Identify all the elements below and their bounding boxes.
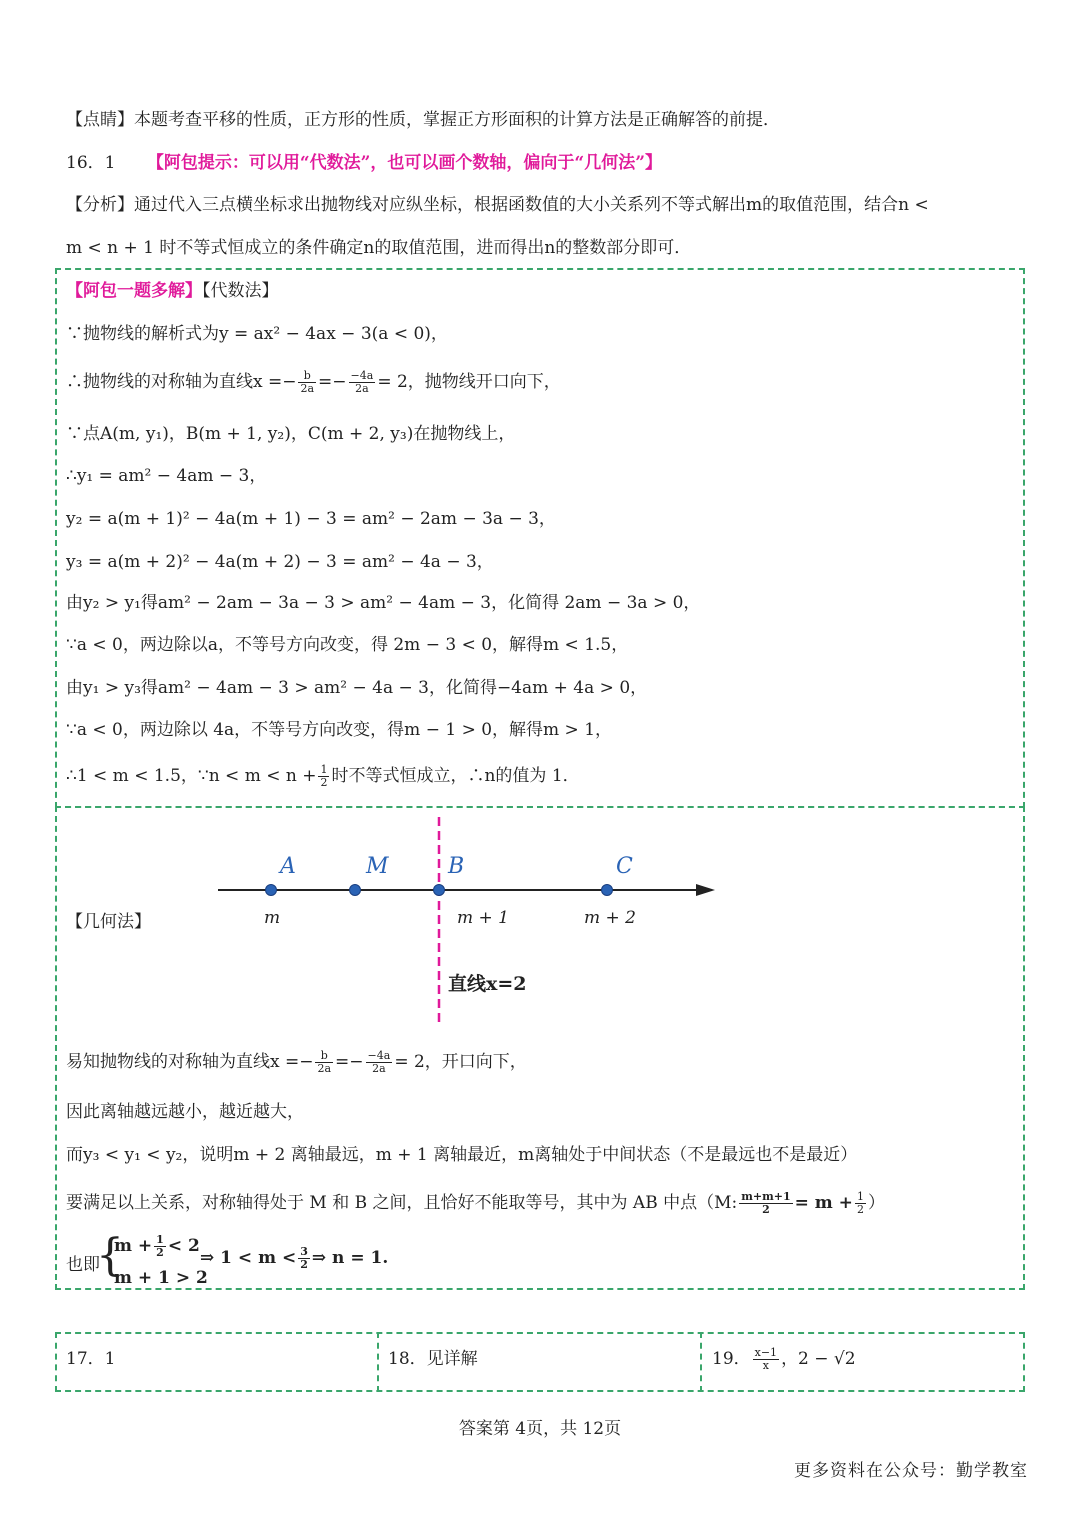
den: 2 <box>320 776 328 789</box>
label-m: M <box>366 854 389 879</box>
axis-label: 直线x=2 <box>448 973 527 995</box>
g1a: 易知抛物线的对称轴为直线x =− <box>66 1052 314 1072</box>
number-line-diagram <box>210 815 730 1025</box>
q16-header <box>66 151 662 175</box>
g4a: 要满足以上关系，对称轴得处于 M 和 B 之间，且恰好不能取等号，其中为 AB 中点（M: <box>66 1193 738 1213</box>
geometry-line-3: 而y₃ < y₁ < y₂，说明m + 2 离轴最远，m + 1 离轴最近，m离轴处于中间状态（不是最远也不是最近） <box>66 1145 858 1165</box>
algebra-line-4: ∴y₁ = am² − 4am − 3， <box>66 466 267 486</box>
geometry-line-2: 因此离轴越远越小，越近越大， <box>66 1102 304 1122</box>
geometry-title: 【几何法】 <box>66 912 151 932</box>
l11a: ∴1 < m < 1.5，∵n < m < n + <box>66 766 317 786</box>
num: 1 <box>320 763 328 776</box>
label-a: A <box>280 854 296 879</box>
q19a: 19． <box>712 1349 751 1369</box>
l2c: = 2，抛物线开口向下， <box>377 372 561 392</box>
geometry-line-1 <box>66 1050 527 1075</box>
answers-row <box>55 1332 1025 1392</box>
num: 3 <box>300 1245 308 1258</box>
l2b: =− <box>318 372 347 392</box>
analysis-line-1: 【分析】通过代入三点横坐标求出抛物线对应纵坐标，根据函数值的大小关系列不等式解出m的取值范围，结合n < <box>66 195 929 215</box>
q16-number: 16．1 <box>66 153 116 173</box>
geometry-line-4 <box>66 1191 885 1216</box>
fraction <box>366 1050 393 1075</box>
num: m+m+1 <box>741 1190 791 1203</box>
algebra-line-8: ∵a < 0，两边除以a，不等号方向改变，得 2m − 3 < 0，解得m < 1.5， <box>66 635 629 655</box>
axis-arrow <box>696 884 715 896</box>
den: 2a <box>317 1062 332 1075</box>
r1a: m + <box>114 1236 153 1256</box>
num: x−1 <box>754 1346 778 1359</box>
g4c: ） <box>867 1193 885 1213</box>
den: 2 <box>156 1246 164 1259</box>
fraction <box>753 1347 779 1372</box>
q16-hint: 【阿包提示：可以用“代数法”，也可以画个数轴，偏向于“几何法”】 <box>146 153 662 173</box>
answer-17: 17．1 <box>66 1349 116 1369</box>
den: 2 <box>856 1203 864 1216</box>
l2a: ∴抛物线的对称轴为直线x =− <box>66 372 297 392</box>
fraction <box>739 1191 792 1216</box>
den: 2a <box>355 382 369 395</box>
fraction <box>318 764 329 789</box>
point-b <box>434 885 445 896</box>
g1c: = 2，开口向下， <box>394 1052 527 1072</box>
den: 2 <box>300 1258 308 1271</box>
system-row-1 <box>114 1234 200 1259</box>
algebra-method-title: 【代数法】 <box>202 281 279 301</box>
tick-m-plus-2: m + 2 <box>584 908 636 928</box>
point-a <box>266 885 277 896</box>
label-b: B <box>448 854 465 879</box>
algebra-line-3: ∵点A(m, y₁)，B(m + 1, y₂)，C(m + 2, y₃)在抛物线上， <box>66 424 516 444</box>
tick-m: m <box>264 908 281 928</box>
point-m <box>350 885 361 896</box>
algebra-line-6: y₃ = a(m + 2)² − 4a(m + 2) − 3 = am² − 4a − 3， <box>66 552 494 572</box>
fraction <box>855 1191 866 1216</box>
g5a: ⇒ 1 < m < <box>200 1248 297 1268</box>
algebra-line-7: 由y₂ > y₁得am² − 2am − 3a − 3 > am² − 4am − 3，化简得 2am − 3a > 0， <box>66 593 701 613</box>
system-result <box>200 1246 388 1271</box>
num: −4a <box>367 1049 391 1062</box>
g1b: =− <box>335 1052 364 1072</box>
num: 1 <box>156 1233 164 1246</box>
den: 2 <box>762 1203 770 1216</box>
algebra-line-10: ∵a < 0，两边除以 4a，不等号方向改变，得m − 1 > 0，解得m > 1， <box>66 720 613 740</box>
watermark: 更多资料在公众号：勤学教室 <box>794 1461 1028 1481</box>
den: 2a <box>300 382 315 395</box>
r1b: < 2 <box>167 1236 200 1256</box>
fraction <box>298 1246 310 1271</box>
answers-divider-2 <box>700 1332 702 1392</box>
algebra-line-5: y₂ = a(m + 1)² − 4a(m + 1) − 3 = am² − 2am − 3a − 3， <box>66 509 556 529</box>
algebra-line-2 <box>66 370 561 395</box>
answers-divider-1 <box>377 1332 379 1392</box>
algebra-title <box>66 279 279 303</box>
multi-solution-tag: 【阿包一题多解】 <box>66 281 202 301</box>
label-c: C <box>616 854 633 879</box>
num: 1 <box>856 1190 864 1203</box>
g4b: = m + <box>794 1193 853 1213</box>
analysis-line-2: m < n + 1 时不等式恒成立的条件确定n的取值范围，进而得出n的整数部分即可． <box>66 238 692 258</box>
g5b: ⇒ n = 1. <box>311 1248 389 1268</box>
answer-19 <box>712 1344 856 1372</box>
page-number: 答案第 4页，共 12页 <box>458 1419 622 1439</box>
num: b <box>315 1050 333 1063</box>
q19b: ，2 − √2 <box>781 1349 856 1369</box>
den: 2a <box>372 1062 386 1075</box>
system-row-2: m + 1 > 2 <box>114 1268 208 1288</box>
den: x <box>762 1359 769 1372</box>
tick-m-plus-1: m + 1 <box>457 908 509 928</box>
l11b: 时不等式恒成立，∴n的值为 1． <box>331 766 580 786</box>
g5-prefix: 也即 <box>66 1255 100 1275</box>
num: b <box>298 370 316 383</box>
answer-18: 18．见详解 <box>388 1349 478 1369</box>
algebra-line-9: 由y₁ > y₃得am² − 4am − 3 > am² − 4a − 3，化简得−4am + 4a > 0， <box>66 678 648 698</box>
algebra-line-11 <box>66 764 580 789</box>
fraction <box>154 1234 166 1259</box>
num: −4a <box>350 369 374 382</box>
fraction <box>315 1050 333 1075</box>
fraction <box>298 370 316 395</box>
dianjing-line: 【点睛】本题考查平移的性质，正方形的性质，掌握正方形面积的计算方法是正确解答的前提． <box>66 110 780 130</box>
algebra-line-1: ∵抛物线的解析式为y = ax² − 4ax − 3(a < 0)， <box>66 324 448 344</box>
point-c <box>602 885 613 896</box>
fraction <box>349 370 376 395</box>
brace: { <box>96 1230 124 1281</box>
